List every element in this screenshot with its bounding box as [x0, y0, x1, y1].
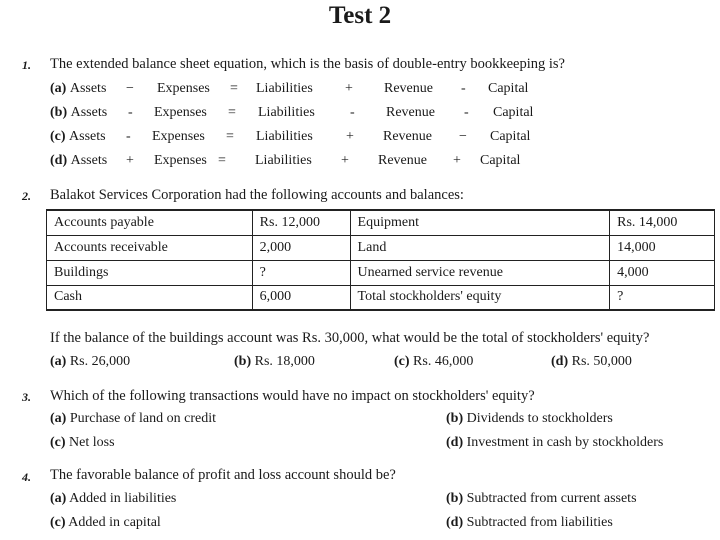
option-text: Added in capital — [68, 515, 161, 530]
option-a — [50, 354, 130, 370]
table-cell: ? — [252, 260, 350, 285]
option-text: Subtracted from liabilities — [466, 515, 613, 530]
operator: + — [453, 153, 461, 168]
operator: + — [341, 153, 349, 168]
table-row — [47, 285, 715, 310]
option-letter: (d) — [50, 153, 68, 168]
term: Expenses — [157, 81, 210, 96]
option-letter: (c) — [50, 129, 66, 144]
term: Assets — [69, 81, 107, 96]
table-row — [47, 235, 715, 260]
option-a — [50, 491, 176, 507]
option-b — [234, 354, 315, 370]
operator: − — [459, 129, 467, 144]
option-letter: (a) — [50, 411, 67, 426]
table-cell: Accounts receivable — [47, 235, 253, 260]
option-text: Added in liabilities — [69, 491, 177, 506]
question-number: 2. — [22, 189, 31, 203]
option-text: Dividends to stockholders — [466, 411, 613, 426]
option-letter: (d) — [551, 354, 569, 369]
table-cell: Total stockholders' equity — [350, 285, 610, 310]
option-letter: (c) — [50, 515, 66, 530]
option-text: Rs. 50,000 — [571, 354, 632, 369]
table-cell: Cash — [47, 285, 253, 310]
term: Assets — [70, 105, 108, 120]
table-cell: ? — [610, 285, 715, 310]
term: Expenses — [154, 105, 207, 120]
operator: - — [461, 81, 466, 96]
option-letter: (d) — [446, 435, 464, 450]
operator: = — [218, 153, 226, 168]
option-a — [50, 411, 216, 427]
operator: - — [464, 105, 469, 120]
option-letter: (d) — [446, 515, 464, 530]
question-text: Which of the following transactions would have no impact on stockholders' equity? — [50, 388, 535, 404]
option-c — [394, 354, 473, 370]
question-number: 4. — [22, 470, 31, 484]
option-b — [446, 411, 613, 427]
table-cell: 4,000 — [610, 260, 715, 285]
table-cell: Rs. 12,000 — [252, 210, 350, 235]
term: Capital — [488, 81, 529, 96]
option-letter: (c) — [50, 435, 66, 450]
term: Revenue — [383, 129, 432, 144]
table-cell: Unearned service revenue — [350, 260, 610, 285]
option-text: Subtracted from current assets — [466, 491, 637, 506]
option-letter: (c) — [394, 354, 410, 369]
question-followup: If the balance of the buildings account was Rs. 30,000, what would be the total of stockholders' equity? — [50, 330, 650, 346]
operator: + — [126, 153, 134, 168]
option-letter: (b) — [446, 491, 464, 506]
option-text: Rs. 46,000 — [413, 354, 474, 369]
option-c — [50, 515, 161, 531]
term: Liabilities — [258, 105, 315, 120]
table-row — [47, 210, 715, 235]
term: Assets — [70, 153, 108, 168]
table-cell: 14,000 — [610, 235, 715, 260]
term: Expenses — [154, 153, 207, 168]
option-c — [50, 435, 115, 451]
term: Liabilities — [256, 81, 313, 96]
table-row — [47, 260, 715, 285]
operator: + — [346, 129, 354, 144]
term: Capital — [493, 105, 534, 120]
option-text: Rs. 18,000 — [254, 354, 315, 369]
question-text: Balakot Services Corporation had the following accounts and balances: — [50, 187, 464, 203]
table-cell: 6,000 — [252, 285, 350, 310]
term: Revenue — [384, 81, 433, 96]
operator: - — [350, 105, 355, 120]
option-letter: (a) — [50, 354, 67, 369]
operator: = — [226, 129, 234, 144]
table-cell: Equipment — [350, 210, 610, 235]
term: Capital — [480, 153, 521, 168]
operator: - — [126, 129, 131, 144]
option-d — [551, 354, 632, 370]
option-letter: (b) — [234, 354, 252, 369]
term: Revenue — [386, 105, 435, 120]
term: Liabilities — [255, 153, 312, 168]
option-letter: (a) — [50, 491, 67, 506]
option-text: Investment in cash by stockholders — [466, 435, 664, 450]
option-letter: (b) — [50, 105, 68, 120]
table-cell: Buildings — [47, 260, 253, 285]
operator: = — [228, 105, 236, 120]
page-title: Test 2 — [328, 2, 392, 29]
question-number: 3. — [22, 390, 31, 404]
table-cell: Accounts payable — [47, 210, 253, 235]
term: Assets — [69, 129, 106, 144]
option-letter: (b) — [446, 411, 464, 426]
operator: + — [345, 81, 353, 96]
option-letter: (a) — [50, 81, 67, 96]
term: Expenses — [152, 129, 205, 144]
term: Revenue — [378, 153, 427, 168]
operator: = — [230, 81, 238, 96]
option-text: Rs. 26,000 — [69, 354, 131, 369]
question-text: The extended balance sheet equation, which is the basis of double-entry bookkeeping is? — [50, 56, 565, 72]
operator: − — [126, 81, 134, 96]
question-text: The favorable balance of profit and loss account should be? — [50, 467, 396, 483]
table-cell: Land — [350, 235, 610, 260]
option-text: Net loss — [69, 435, 115, 450]
table-cell: Rs. 14,000 — [610, 210, 715, 235]
term: Capital — [490, 129, 531, 144]
term: Liabilities — [256, 129, 313, 144]
option-text: Purchase of land on credit — [69, 411, 217, 426]
option-d — [446, 515, 613, 531]
table-cell: 2,000 — [252, 235, 350, 260]
operator: - — [128, 105, 133, 120]
option-b — [446, 491, 637, 507]
accounts-table — [46, 209, 715, 311]
option-d — [446, 435, 663, 451]
question-number: 1. — [22, 58, 31, 72]
